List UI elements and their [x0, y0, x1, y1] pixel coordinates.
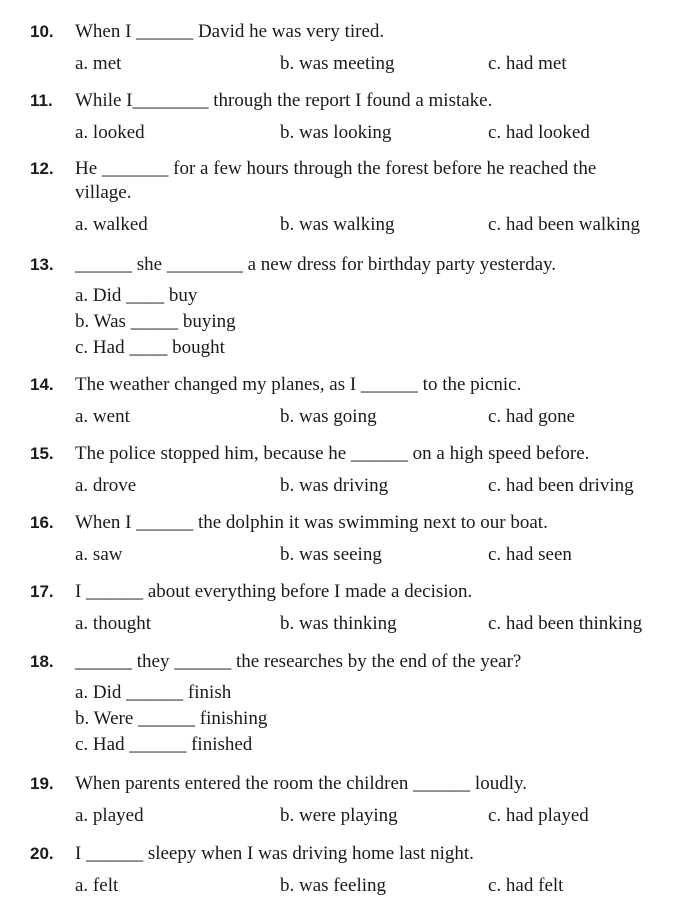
option-c: c. had gone — [488, 406, 576, 427]
option-b: b. was walking — [280, 214, 395, 235]
option-b: b. was driving — [280, 475, 389, 496]
question-number: 13. — [30, 255, 54, 274]
option-c: c. Had ______ finished — [75, 734, 253, 755]
option-b: b. Was _____ buying — [75, 311, 236, 332]
question-20 — [30, 842, 680, 900]
option-a: a. felt — [75, 875, 119, 896]
question-10 — [30, 20, 680, 78]
option-a: a. thought — [75, 613, 151, 634]
option-b: b. Were ______ finishing — [75, 708, 268, 729]
option-b: b. was thinking — [280, 613, 397, 634]
option-a: a. saw — [75, 544, 123, 565]
question-text: When parents entered the room the children ______ loudly. — [75, 773, 527, 794]
option-a: a. walked — [75, 214, 148, 235]
option-c: c. Had ____ bought — [75, 337, 225, 358]
option-c: c. had played — [488, 805, 589, 826]
option-a: a. went — [75, 406, 130, 427]
question-number: 11. — [30, 91, 53, 110]
option-b: b. was seeing — [280, 544, 382, 565]
option-b: b. was feeling — [280, 875, 387, 896]
question-16 — [30, 511, 680, 569]
option-c: c. had felt — [488, 875, 564, 896]
option-a: a. played — [75, 805, 144, 826]
question-19 — [30, 772, 680, 830]
option-c: c. had looked — [488, 122, 590, 143]
question-number: 14. — [30, 375, 54, 394]
option-b: b. were playing — [280, 805, 398, 826]
option-c: c. had been thinking — [488, 613, 643, 634]
question-text: The police stopped him, because he ______ on a high speed before. — [75, 443, 590, 464]
question-number: 18. — [30, 652, 54, 671]
option-a: a. Did ____ buy — [75, 285, 198, 306]
question-number: 16. — [30, 513, 54, 532]
option-b: b. was going — [280, 406, 377, 427]
question-text: The weather changed my planes, as I ______ to the picnic. — [75, 374, 522, 395]
question-text: While I________ through the report I found a mistake. — [75, 90, 493, 111]
question-13 — [30, 253, 680, 361]
question-text: ______ she ________ a new dress for birthday party yesterday. — [75, 254, 557, 275]
question-12 — [30, 157, 680, 239]
question-11 — [30, 89, 680, 147]
question-text-continued: village. — [75, 182, 132, 203]
question-text: He _______ for a few hours through the forest before he reached the — [75, 158, 597, 179]
option-b: b. was looking — [280, 122, 392, 143]
question-text: When I ______ the dolphin it was swimming next to our boat. — [75, 512, 548, 533]
question-number: 15. — [30, 444, 54, 463]
question-number: 17. — [30, 582, 54, 601]
option-c: c. had seen — [488, 544, 572, 565]
option-a: a. looked — [75, 122, 145, 143]
question-text: I ______ sleepy when I was driving home last night. — [75, 843, 474, 864]
option-c: c. had met — [488, 53, 567, 74]
question-number: 12. — [30, 159, 54, 178]
option-c: c. had been walking — [488, 214, 640, 235]
option-b: b. was meeting — [280, 53, 395, 74]
question-17 — [30, 580, 680, 638]
question-14 — [30, 373, 680, 431]
option-a: a. Did ______ finish — [75, 682, 232, 703]
question-number: 10. — [30, 22, 54, 41]
option-a: a. drove — [75, 475, 137, 496]
question-text: ______ they ______ the researches by the end of the year? — [75, 651, 522, 672]
question-number: 20. — [30, 844, 54, 863]
question-text: I ______ about everything before I made a decision. — [75, 581, 473, 602]
question-text: When I ______ David he was very tired. — [75, 21, 385, 42]
question-number: 19. — [30, 774, 54, 793]
option-c: c. had been driving — [488, 475, 634, 496]
question-18 — [30, 650, 680, 758]
question-15 — [30, 442, 680, 500]
option-a: a. met — [75, 53, 122, 74]
